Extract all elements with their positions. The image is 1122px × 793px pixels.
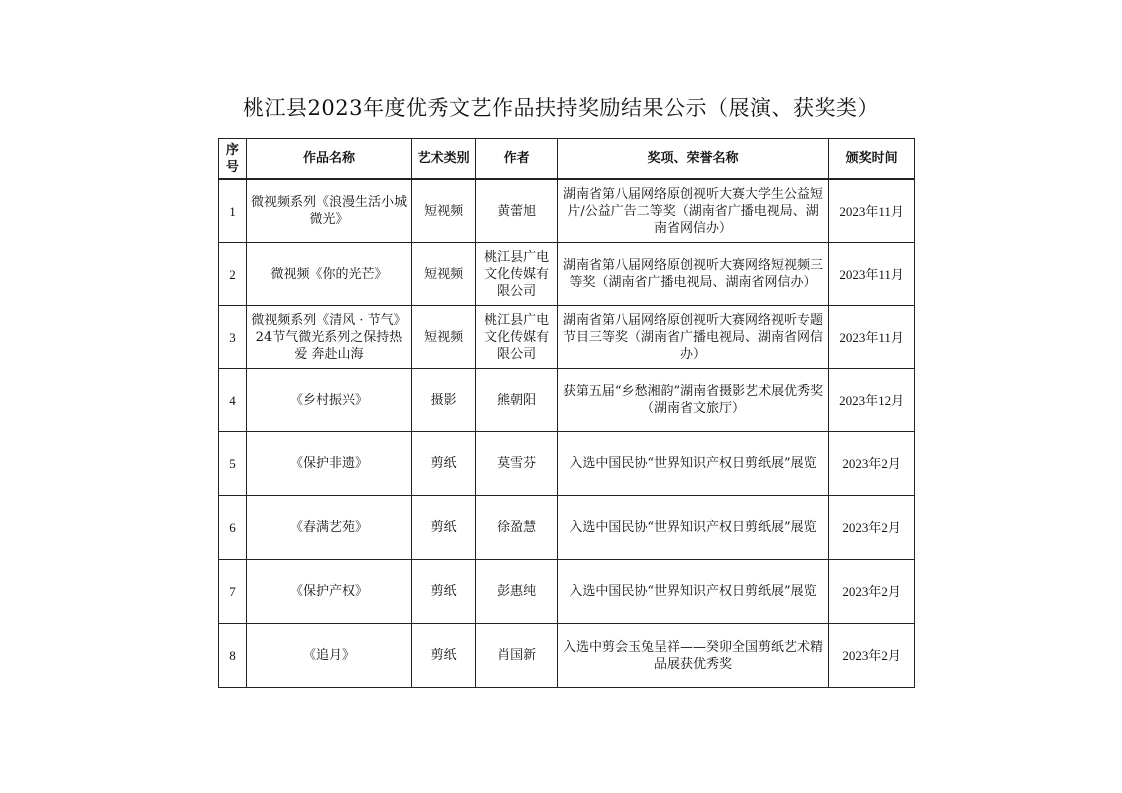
table-row bbox=[219, 369, 915, 432]
table-row bbox=[219, 306, 915, 369]
table-row bbox=[219, 496, 915, 560]
cell-author: 熊朝阳 bbox=[476, 369, 558, 432]
cell-award-date: 2023年11月 bbox=[829, 179, 915, 243]
cell-award-name: 湖南省第八届网络原创视听大赛网络短视频三等奖（湖南省广播电视局、湖南省网信办） bbox=[557, 243, 828, 306]
cell-number: 3 bbox=[219, 306, 247, 369]
cell-work-name: 微视频系列《清风 · 节气》24节气微光系列之保持热爱 奔赴山海 bbox=[246, 306, 411, 369]
cell-award-date: 2023年11月 bbox=[829, 243, 915, 306]
table-row bbox=[219, 624, 915, 688]
cell-award-name: 湖南省第八届网络原创视听大赛大学生公益短片/公益广告二等奖（湖南省广播电视局、湖南省网信办） bbox=[557, 179, 828, 243]
cell-award-date: 2023年11月 bbox=[829, 306, 915, 369]
cell-number: 7 bbox=[219, 560, 247, 624]
cell-work-name: 微视频《你的光芒》 bbox=[246, 243, 411, 306]
table-row bbox=[219, 432, 915, 496]
header-award-date: 颁奖时间 bbox=[829, 139, 915, 180]
table-row bbox=[219, 560, 915, 624]
cell-author: 桃江县广电文化传媒有限公司 bbox=[476, 306, 558, 369]
cell-award-name: 入选中国民协“世界知识产权日剪纸展”展览 bbox=[557, 496, 828, 560]
cell-art-category: 短视频 bbox=[412, 179, 476, 243]
cell-author: 彭惠纯 bbox=[476, 560, 558, 624]
cell-author: 桃江县广电文化传媒有限公司 bbox=[476, 243, 558, 306]
cell-award-date: 2023年2月 bbox=[829, 560, 915, 624]
header-award-name: 奖项、荣誉名称 bbox=[557, 139, 828, 180]
header-number: 序号 bbox=[219, 139, 247, 180]
header-work-name: 作品名称 bbox=[246, 139, 411, 180]
cell-work-name: 《保护产权》 bbox=[246, 560, 411, 624]
cell-work-name: 《乡村振兴》 bbox=[246, 369, 411, 432]
cell-author: 肖国新 bbox=[476, 624, 558, 688]
cell-art-category: 剪纸 bbox=[412, 560, 476, 624]
cell-award-name: 入选中国民协“世界知识产权日剪纸展”展览 bbox=[557, 432, 828, 496]
cell-author: 徐盈慧 bbox=[476, 496, 558, 560]
cell-award-name: 入选中国民协“世界知识产权日剪纸展”展览 bbox=[557, 560, 828, 624]
cell-award-date: 2023年2月 bbox=[829, 496, 915, 560]
header-author: 作者 bbox=[476, 139, 558, 180]
table-row bbox=[219, 179, 915, 243]
cell-work-name: 《春满艺苑》 bbox=[246, 496, 411, 560]
cell-art-category: 剪纸 bbox=[412, 496, 476, 560]
table-header-row bbox=[219, 139, 915, 180]
cell-award-name: 获第五届“乡愁湘韵”湖南省摄影艺术展优秀奖（湖南省文旅厅） bbox=[557, 369, 828, 432]
cell-art-category: 剪纸 bbox=[412, 624, 476, 688]
cell-award-name: 湖南省第八届网络原创视听大赛网络视听专题节目三等奖（湖南省广播电视局、湖南省网信办） bbox=[557, 306, 828, 369]
cell-award-date: 2023年2月 bbox=[829, 432, 915, 496]
cell-number: 1 bbox=[219, 179, 247, 243]
cell-art-category: 短视频 bbox=[412, 243, 476, 306]
cell-award-date: 2023年2月 bbox=[829, 624, 915, 688]
cell-award-date: 2023年12月 bbox=[829, 369, 915, 432]
table-row bbox=[219, 243, 915, 306]
cell-author: 黄蕾旭 bbox=[476, 179, 558, 243]
cell-number: 5 bbox=[219, 432, 247, 496]
cell-art-category: 剪纸 bbox=[412, 432, 476, 496]
cell-number: 2 bbox=[219, 243, 247, 306]
results-table bbox=[218, 138, 915, 688]
cell-number: 8 bbox=[219, 624, 247, 688]
cell-number: 4 bbox=[219, 369, 247, 432]
header-art-category: 艺术类别 bbox=[412, 139, 476, 180]
cell-work-name: 《保护非遗》 bbox=[246, 432, 411, 496]
cell-art-category: 短视频 bbox=[412, 306, 476, 369]
cell-work-name: 微视频系列《浪漫生活小城微光》 bbox=[246, 179, 411, 243]
cell-art-category: 摄影 bbox=[412, 369, 476, 432]
page-title: 桃江县2023年度优秀文艺作品扶持奖励结果公示（展演、获奖类） bbox=[243, 96, 879, 120]
cell-number: 6 bbox=[219, 496, 247, 560]
cell-award-name: 入选中剪会玉兔呈祥——癸卯全国剪纸艺术精品展获优秀奖 bbox=[557, 624, 828, 688]
cell-author: 莫雪芬 bbox=[476, 432, 558, 496]
cell-work-name: 《追月》 bbox=[246, 624, 411, 688]
